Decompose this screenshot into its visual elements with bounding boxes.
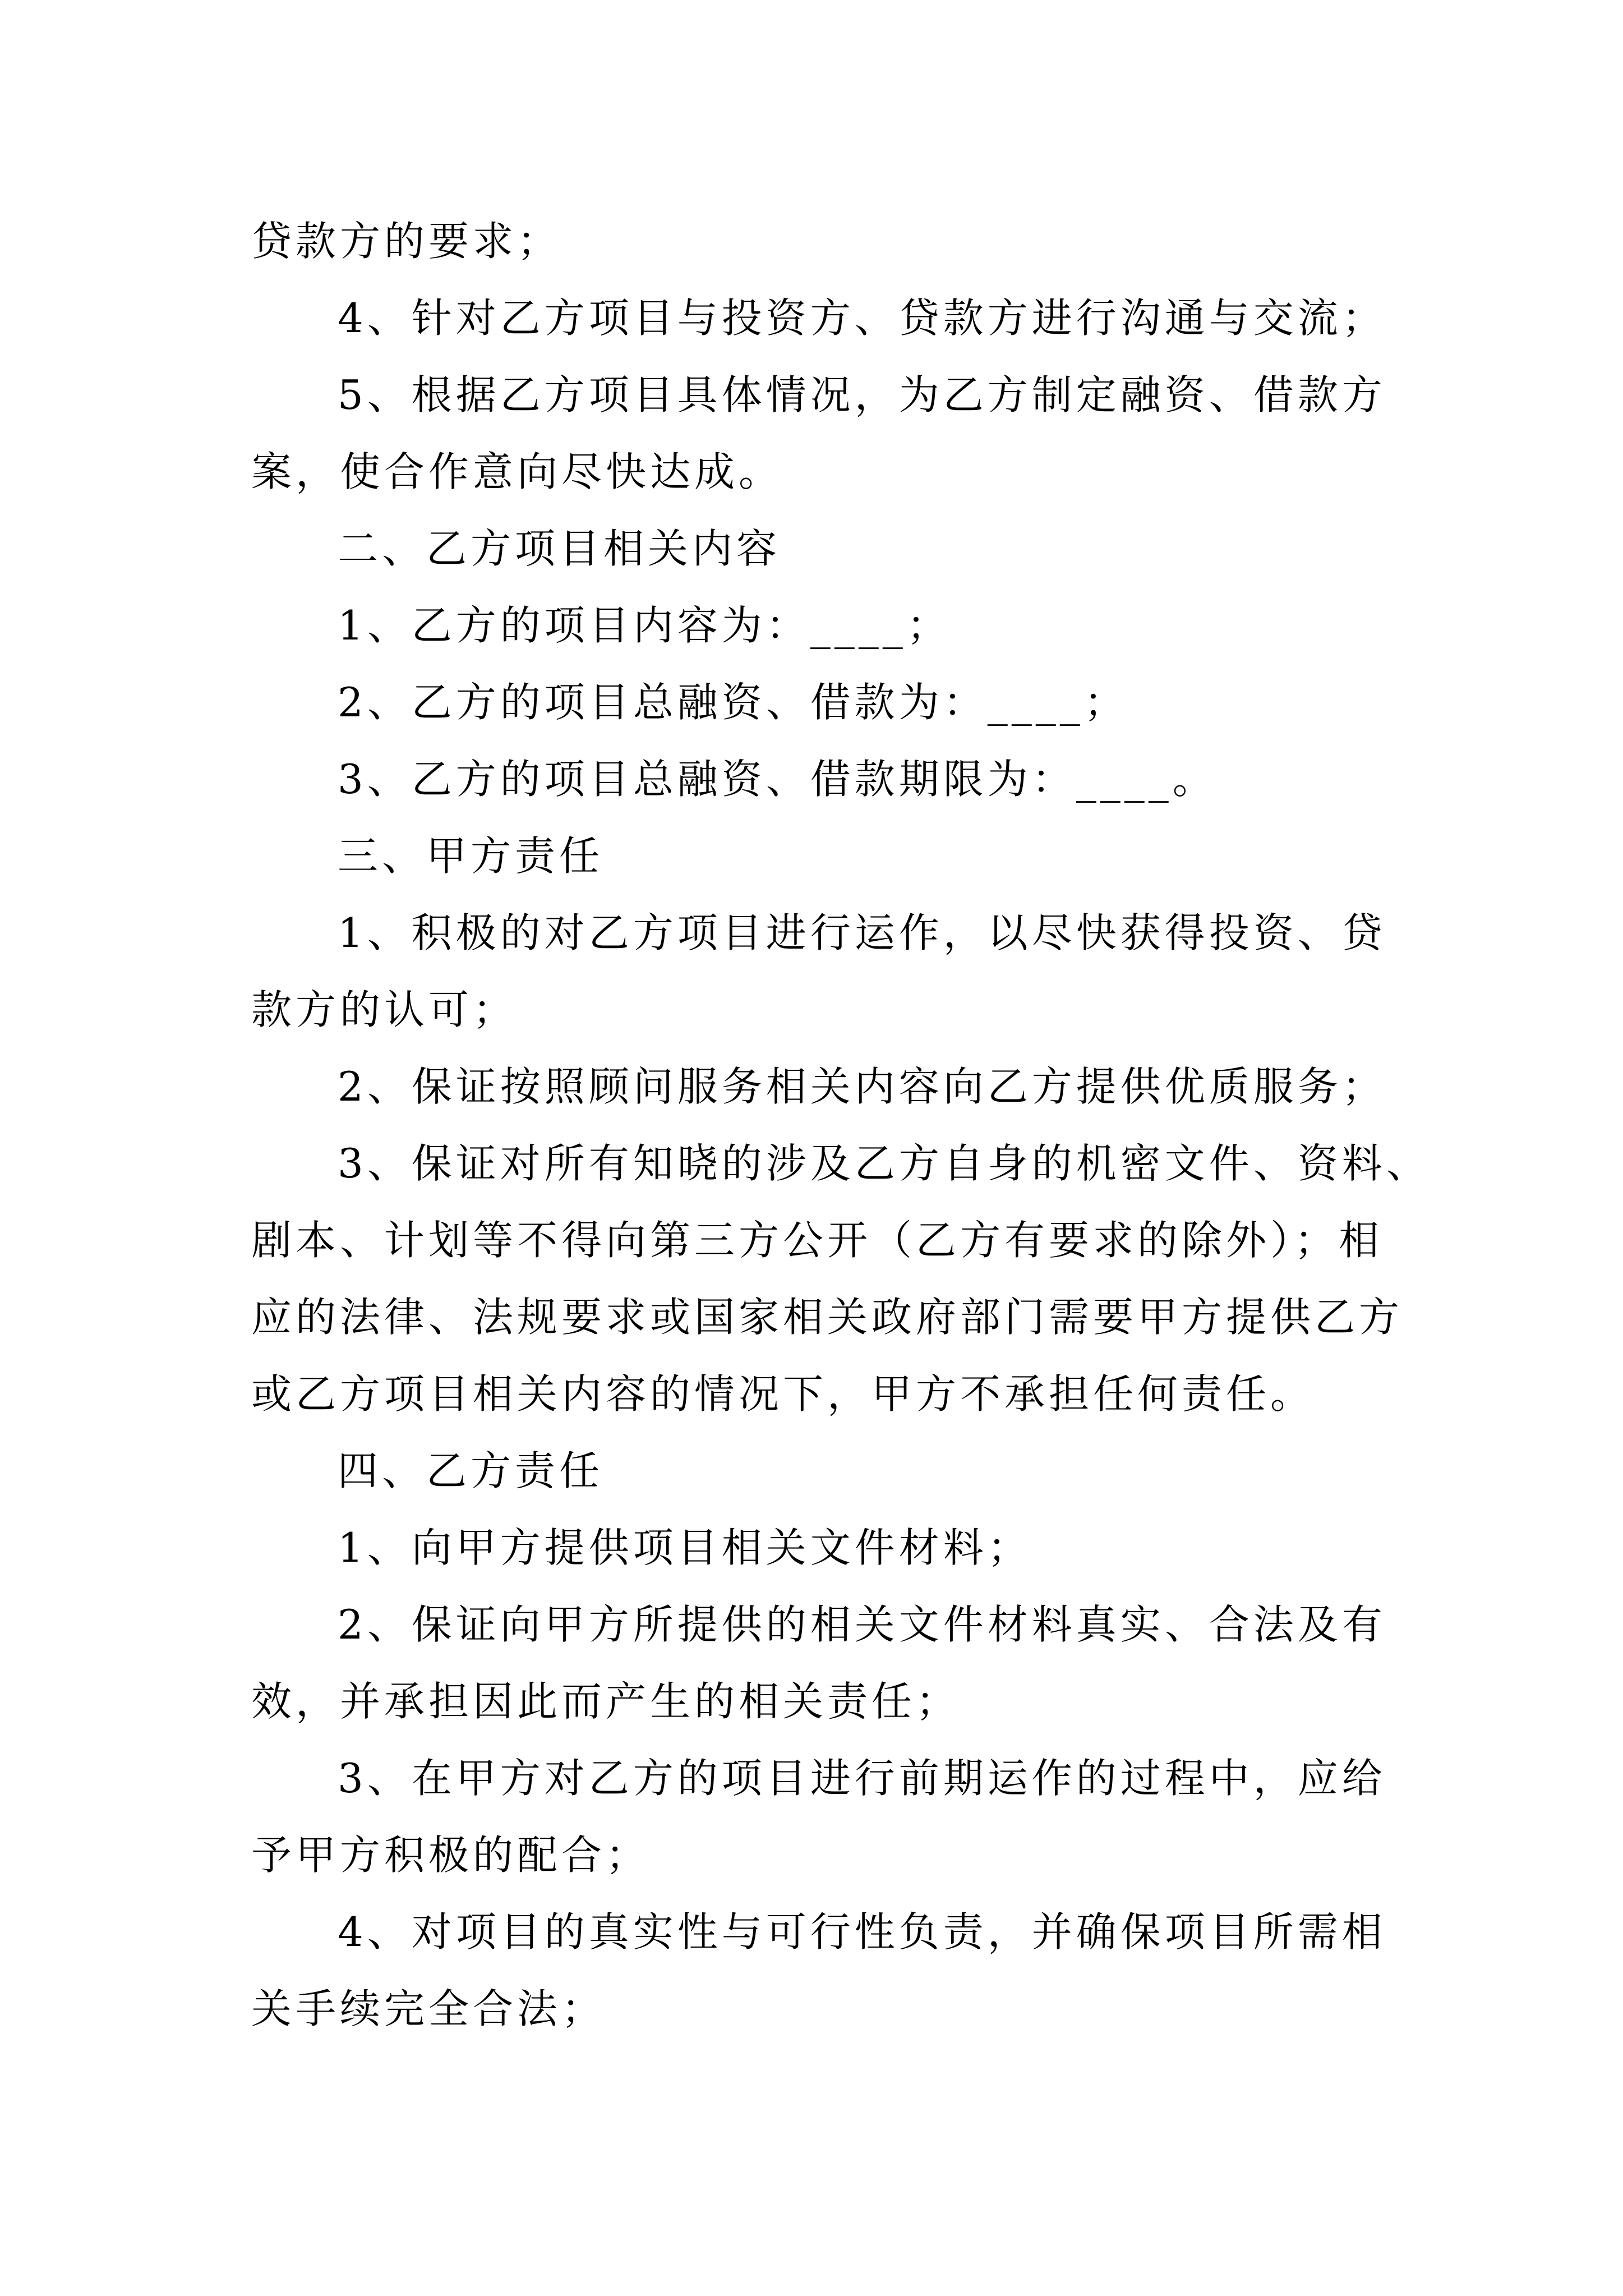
text-line: 剧本、计划等不得向第三方公开（乙方有要求的除外）；相 bbox=[251, 1217, 1384, 1264]
text-line: 应的法律、法规要求或国家相关政府部门需要甲方提供乙方 bbox=[251, 1294, 1404, 1341]
text-line: 3、乙方的项目总融资、借款期限为：____。 bbox=[338, 756, 1217, 803]
text-line: 款方的认可； bbox=[251, 986, 518, 1033]
section-heading: 二、乙方项目相关内容 bbox=[338, 525, 781, 572]
text-line: 1、乙方的项目内容为：____； bbox=[338, 602, 951, 649]
text-line: 贷款方的要求； bbox=[251, 218, 562, 265]
text-line: 4、对项目的真实性与可行性负责，并确保项目所需相 bbox=[338, 1908, 1386, 1955]
text-line: 关手续完全合法； bbox=[251, 1985, 606, 2032]
text-line: 5、根据乙方项目具体情况，为乙方制定融资、借款方 bbox=[338, 371, 1386, 418]
text-line: 2、保证向甲方所提供的相关文件材料真实、合法及有 bbox=[338, 1601, 1386, 1648]
text-line: 予甲方积极的配合； bbox=[251, 1832, 651, 1879]
text-line: 案，使合作意向尽快达成。 bbox=[251, 448, 783, 495]
text-line: 3、保证对所有知晓的涉及乙方自身的机密文件、资料、 bbox=[338, 1140, 1431, 1187]
text-line: 2、乙方的项目总融资、借款为：____； bbox=[338, 679, 1128, 726]
section-heading: 三、甲方责任 bbox=[338, 832, 604, 880]
text-line: 2、保证按照顾问服务相关内容向乙方提供优质服务； bbox=[338, 1063, 1386, 1110]
text-line: 1、向甲方提供项目相关文件材料； bbox=[338, 1524, 1032, 1571]
text-line: 1、积极的对乙方项目进行运作，以尽快获得投资、贷 bbox=[338, 909, 1386, 956]
text-line: 3、在甲方对乙方的项目进行前期运作的过程中，应给 bbox=[338, 1755, 1386, 1802]
section-heading: 四、乙方责任 bbox=[338, 1447, 604, 1494]
text-line: 4、针对乙方项目与投资方、贷款方进行沟通与交流； bbox=[338, 295, 1386, 342]
text-line: 或乙方项目相关内容的情况下，甲方不承担任何责任。 bbox=[251, 1370, 1315, 1418]
text-line: 效，并承担因此而产生的相关责任； bbox=[251, 1678, 961, 1725]
